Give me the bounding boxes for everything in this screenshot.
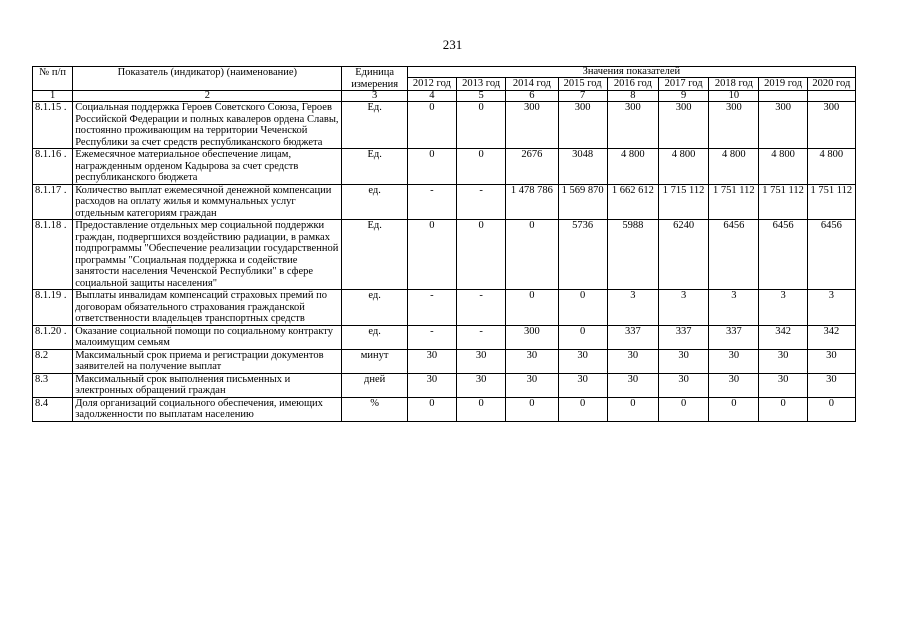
table-row (33, 149, 856, 185)
row-value: 30 (457, 373, 506, 397)
row-value: 3 (807, 290, 855, 326)
row-value: 5988 (607, 220, 658, 290)
row-indicator-name: Доля организаций социального обеспечения, имеющих задолженности по выплатам населению (73, 397, 342, 421)
row-value: 30 (607, 373, 658, 397)
header-row-top (33, 67, 856, 78)
header-year: 2019 год (759, 78, 807, 91)
column-number: 4 (407, 91, 456, 102)
row-number: 8.1.19 . (33, 290, 73, 326)
table-row (33, 373, 856, 397)
row-number: 8.2 (33, 349, 73, 373)
header-year: 2020 год (807, 78, 855, 91)
row-value: 0 (558, 290, 607, 326)
row-value: 2676 (506, 149, 558, 185)
table-row (33, 325, 856, 349)
row-number: 8.1.15 . (33, 102, 73, 149)
row-value: - (407, 290, 456, 326)
row-value: 3 (658, 290, 708, 326)
row-indicator-name: Ежемесячное материальное обеспечение лицам, награжденным орденом Кадырова за счет средств республиканского бюджета (73, 149, 342, 185)
row-unit: ед. (342, 325, 407, 349)
table-row (33, 102, 856, 149)
row-value: 0 (457, 220, 506, 290)
row-value: 3 (759, 290, 807, 326)
indicators-table (32, 66, 856, 422)
row-value: 0 (658, 397, 708, 421)
row-unit: Ед. (342, 149, 407, 185)
row-number: 8.1.20 . (33, 325, 73, 349)
row-value: 0 (709, 397, 759, 421)
table-row (33, 220, 856, 290)
row-value: 3 (607, 290, 658, 326)
row-value: 0 (457, 149, 506, 185)
row-value: 0 (407, 220, 456, 290)
row-value: 6456 (759, 220, 807, 290)
row-value: 0 (457, 397, 506, 421)
column-number: 1 (33, 91, 73, 102)
row-indicator-name: Количество выплат ежемесячной денежной компенсации расходов на оплату жилья и коммунальных услуг отдельным категориям граждан (73, 184, 342, 220)
header-no: № п/п (33, 67, 73, 91)
row-value: 300 (709, 102, 759, 149)
row-value: 30 (407, 349, 456, 373)
row-value: 6456 (807, 220, 855, 290)
column-number (759, 91, 807, 102)
row-value: 4 800 (658, 149, 708, 185)
row-value: 30 (558, 373, 607, 397)
row-value: 30 (759, 349, 807, 373)
column-number: 9 (658, 91, 708, 102)
header-year: 2015 год (558, 78, 607, 91)
row-value: 0 (457, 102, 506, 149)
row-value: 0 (407, 149, 456, 185)
table-row (33, 349, 856, 373)
header-year: 2014 год (506, 78, 558, 91)
row-number: 8.3 (33, 373, 73, 397)
column-number: 6 (506, 91, 558, 102)
row-value: 337 (658, 325, 708, 349)
row-value: 300 (807, 102, 855, 149)
column-number: 7 (558, 91, 607, 102)
row-value: 6456 (709, 220, 759, 290)
row-value: 6240 (658, 220, 708, 290)
row-value: - (407, 325, 456, 349)
row-unit: % (342, 397, 407, 421)
row-value: 0 (506, 290, 558, 326)
row-value: 300 (759, 102, 807, 149)
row-value: 30 (658, 349, 708, 373)
row-value: 1 715 112 (658, 184, 708, 220)
column-number: 2 (73, 91, 342, 102)
row-value: - (457, 290, 506, 326)
row-unit: Ед. (342, 102, 407, 149)
row-value: 0 (759, 397, 807, 421)
row-unit: дней (342, 373, 407, 397)
row-value: 342 (759, 325, 807, 349)
header-year: 2013 год (457, 78, 506, 91)
header-unit: Единица измерения (342, 67, 407, 91)
row-value: 337 (607, 325, 658, 349)
row-value: 3048 (558, 149, 607, 185)
column-number: 8 (607, 91, 658, 102)
row-value: 4 800 (709, 149, 759, 185)
header-year: 2012 год (407, 78, 456, 91)
row-indicator-name: Выплаты инвалидам компенсаций страховых премий по договорам обязательного страхования гражданской ответственности владельцев транспортных средств (73, 290, 342, 326)
row-value: 300 (558, 102, 607, 149)
row-value: 30 (759, 373, 807, 397)
row-number: 8.1.18 . (33, 220, 73, 290)
row-indicator-name: Оказание социальной помощи по социальному контракту малоимущим семьям (73, 325, 342, 349)
row-number: 8.1.17 . (33, 184, 73, 220)
row-value: 30 (558, 349, 607, 373)
header-indicator: Показатель (индикатор) (наименование) (73, 67, 342, 91)
row-value: 342 (807, 325, 855, 349)
row-value: 30 (506, 373, 558, 397)
table-row (33, 290, 856, 326)
header-year: 2017 год (658, 78, 708, 91)
row-value: 0 (407, 102, 456, 149)
row-indicator-name: Предоставление отдельных мер социальной поддержки граждан, подвергшихся воздействию радиации, в рамках подпрограммы "Обеспечение реализации государственной программы "Социальная поддержка и содействие занятости населения Чеченской Республики" в сфере социальной защиты населения" (73, 220, 342, 290)
row-value: 0 (807, 397, 855, 421)
row-value: 0 (607, 397, 658, 421)
row-value: 0 (506, 220, 558, 290)
header-values-group: Значения показателей (407, 67, 855, 78)
row-value: - (457, 184, 506, 220)
row-unit: ед. (342, 290, 407, 326)
row-value: 30 (407, 373, 456, 397)
row-indicator-name: Максимальный срок выполнения письменных и электронных обращений граждан (73, 373, 342, 397)
row-value: 30 (457, 349, 506, 373)
table-row (33, 184, 856, 220)
row-unit: ед. (342, 184, 407, 220)
row-value: 300 (658, 102, 708, 149)
row-value: 30 (658, 373, 708, 397)
row-value: 4 800 (607, 149, 658, 185)
row-value: 30 (607, 349, 658, 373)
header-year: 2018 год (709, 78, 759, 91)
header-year: 2016 год (607, 78, 658, 91)
page-number: 231 (442, 37, 463, 52)
row-value: 300 (506, 102, 558, 149)
column-number: 5 (457, 91, 506, 102)
row-value: 300 (607, 102, 658, 149)
row-value: - (457, 325, 506, 349)
row-value: 300 (506, 325, 558, 349)
row-value: 4 800 (759, 149, 807, 185)
row-value: 5736 (558, 220, 607, 290)
row-value: 0 (506, 397, 558, 421)
row-value: 3 (709, 290, 759, 326)
row-value: - (407, 184, 456, 220)
row-value: 30 (709, 373, 759, 397)
column-numbers-row (33, 91, 856, 102)
table-row (33, 397, 856, 421)
row-value: 0 (558, 397, 607, 421)
row-value: 4 800 (807, 149, 855, 185)
row-value: 30 (709, 349, 759, 373)
row-indicator-name: Максимальный срок приема и регистрации документов заявителей на получение выплат (73, 349, 342, 373)
column-number: 10 (709, 91, 759, 102)
row-value: 30 (807, 373, 855, 397)
row-number: 8.4 (33, 397, 73, 421)
row-value: 30 (807, 349, 855, 373)
row-value: 0 (558, 325, 607, 349)
row-number: 8.1.16 . (33, 149, 73, 185)
row-value: 1 751 112 (759, 184, 807, 220)
row-value: 0 (407, 397, 456, 421)
row-value: 1 751 112 (807, 184, 855, 220)
row-value: 1 478 786 (506, 184, 558, 220)
row-value: 30 (506, 349, 558, 373)
column-number (807, 91, 855, 102)
column-number: 3 (342, 91, 407, 102)
row-value: 1 569 870 (558, 184, 607, 220)
row-value: 1 662 612 (607, 184, 658, 220)
row-indicator-name: Социальная поддержка Героев Советского Союза, Героев Российской Федерации и полных кавалеров ордена Славы, постоянно проживающим на территории Чеченской Республики за счет средств республиканского бюджета (73, 102, 342, 149)
row-value: 1 751 112 (709, 184, 759, 220)
row-unit: Ед. (342, 220, 407, 290)
row-unit: минут (342, 349, 407, 373)
row-value: 337 (709, 325, 759, 349)
